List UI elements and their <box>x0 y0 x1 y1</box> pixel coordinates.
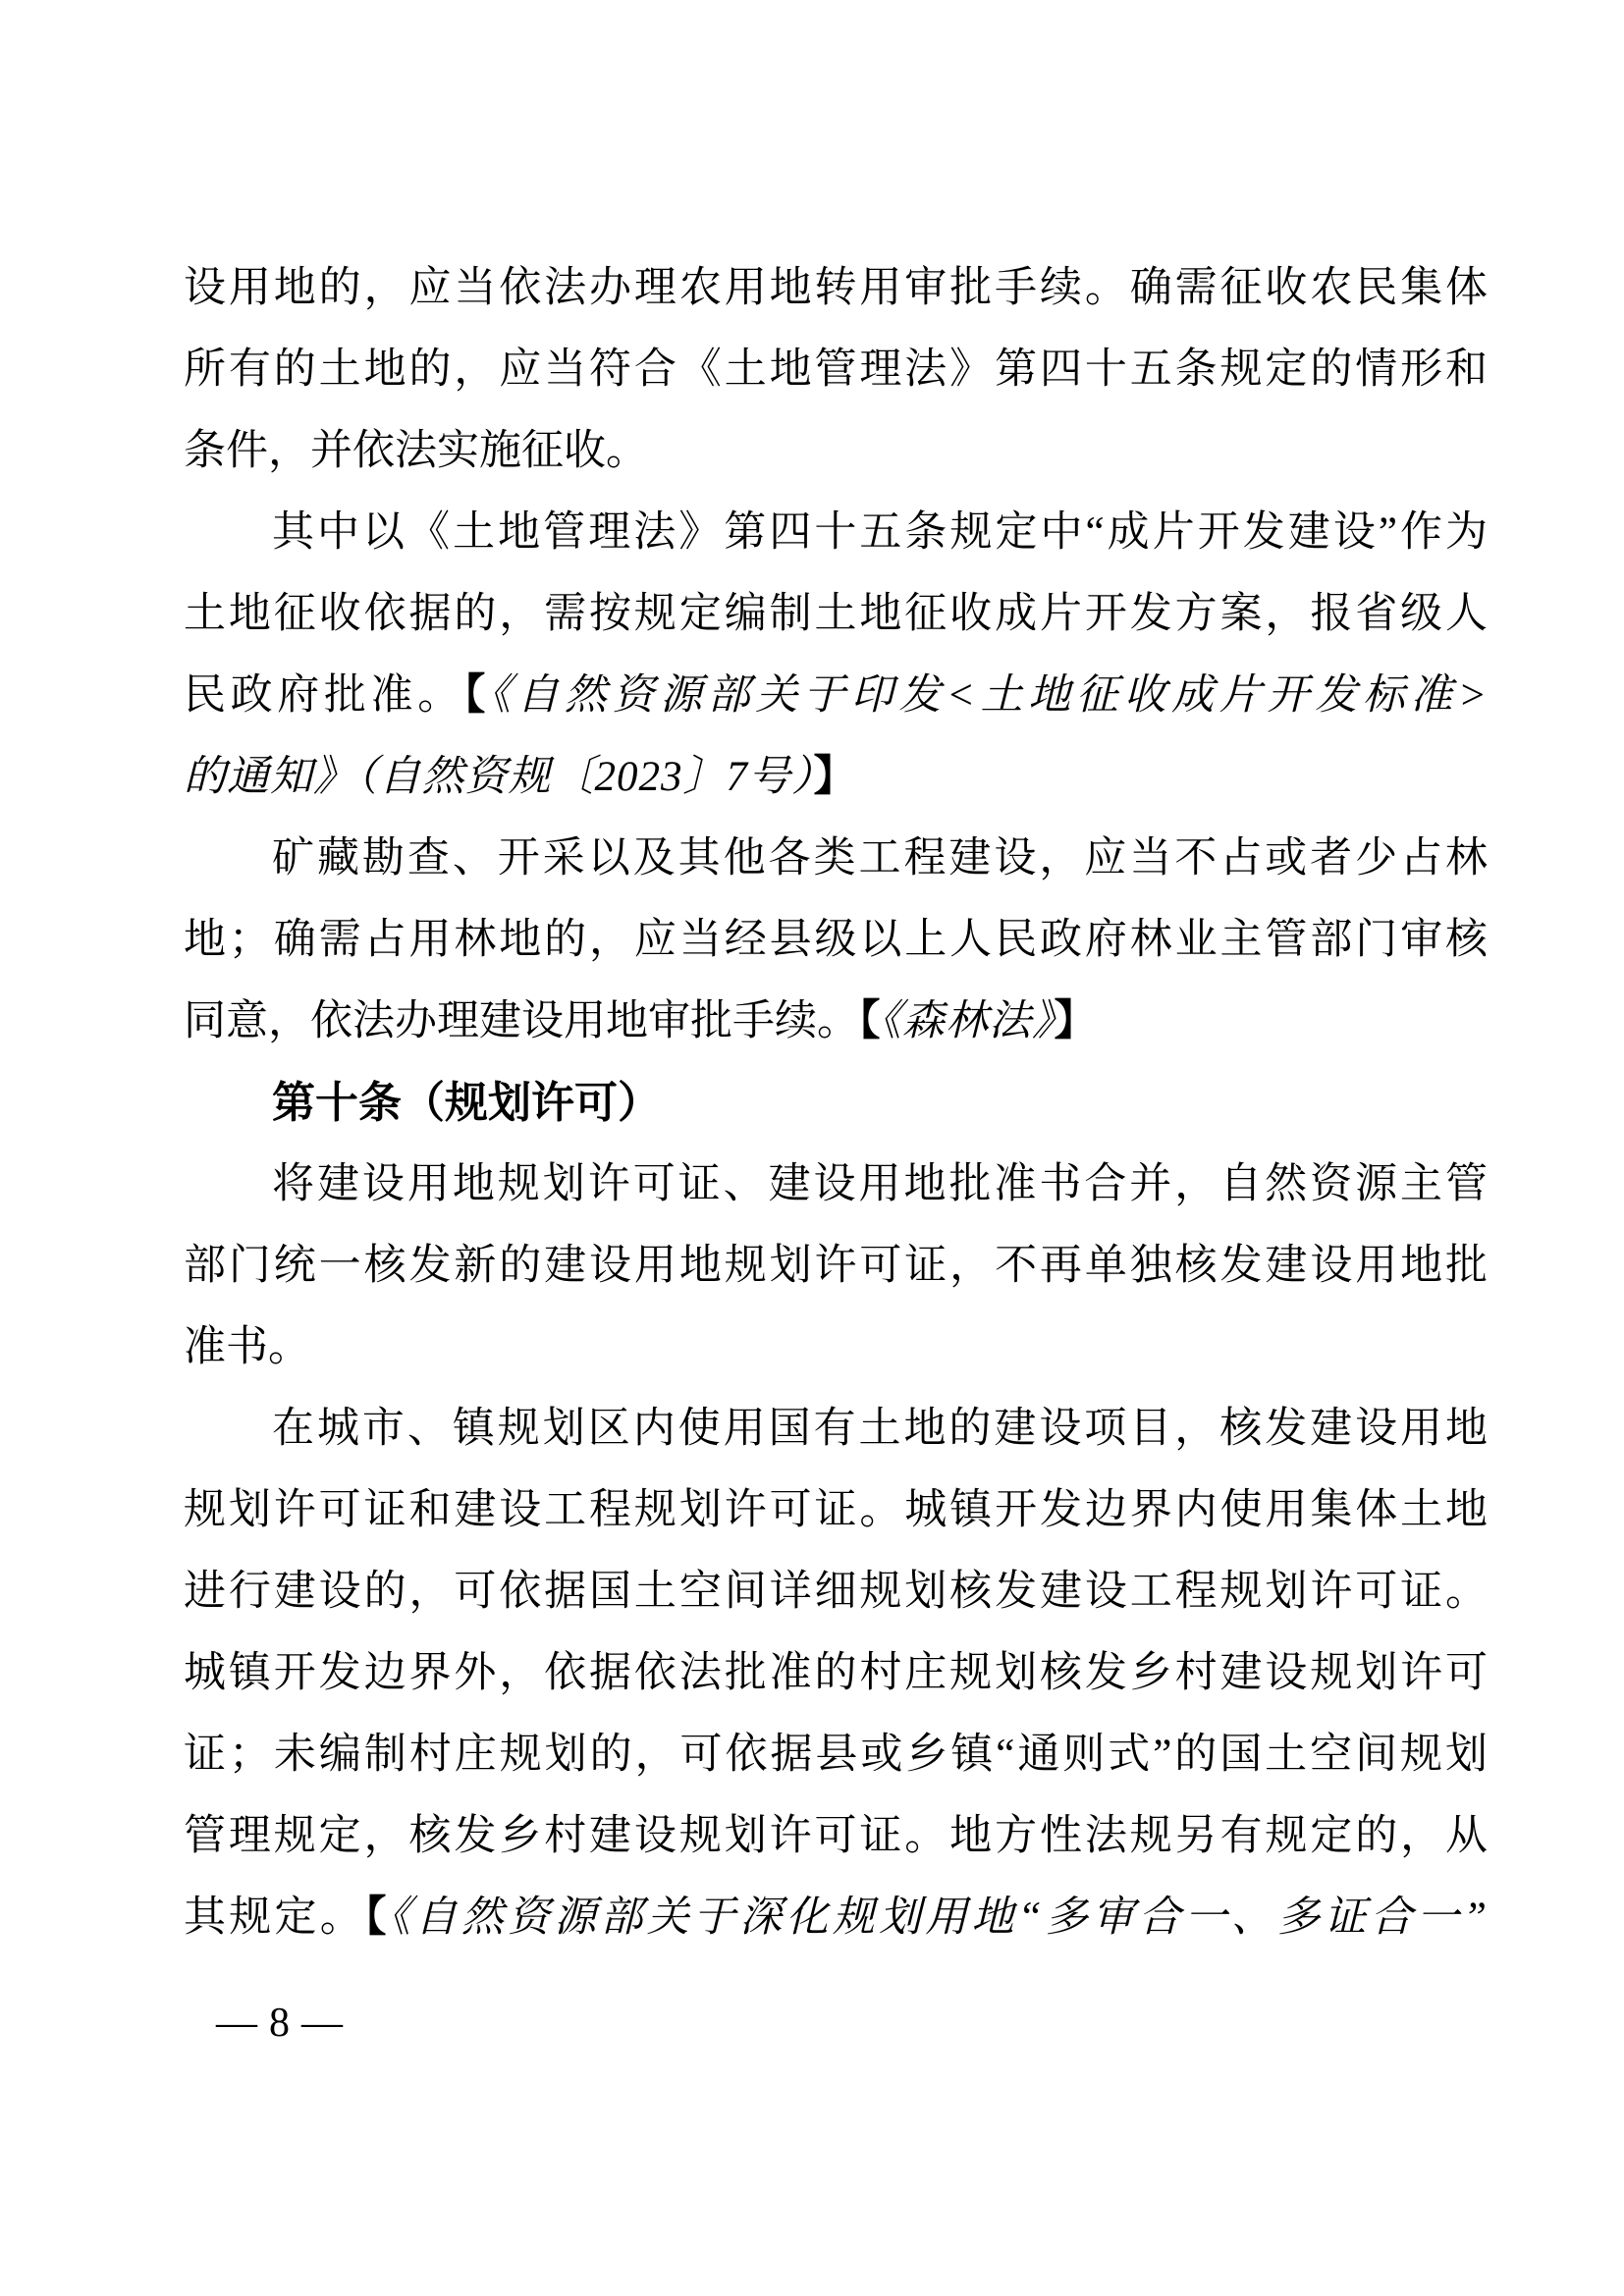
body-text: 地；确需占用林地的，应当经县级以上人民政府林业主管部门审核 <box>184 917 1488 963</box>
footer-left-dash: — <box>216 2001 257 2046</box>
text-line-8 <box>184 818 1488 899</box>
citation-text: 的通知》（自然资规〔2023〕7号） <box>184 754 814 800</box>
citation-bracket: 【 <box>859 998 881 1044</box>
text-line-13 <box>184 1225 1488 1307</box>
text-line-19 <box>184 1714 1488 1795</box>
text-line-1 <box>184 247 1488 329</box>
body-text: 证；未编制村庄规划的，可依据县或乡镇“通则式”的国土空间规划 <box>184 1732 1488 1778</box>
document-body <box>184 247 1488 1958</box>
citation-bracket: 】 <box>1054 998 1097 1044</box>
citation-bracket: 】 <box>813 754 856 800</box>
body-text: 设用地的，应当依法办理农用地转用审批手续。确需征收农民集体 <box>184 265 1488 311</box>
text-line-15 <box>184 1388 1488 1469</box>
body-text: 其规定。 <box>184 1895 365 1941</box>
body-text: 同意，依法办理建设用地审批手续。 <box>184 998 859 1044</box>
citation-text: 《森林法》 <box>880 998 1055 1044</box>
text-line-12 <box>184 1144 1488 1225</box>
body-text: 所有的土地的，应当符合《土地管理法》第四十五条规定的情形和 <box>184 347 1488 393</box>
body-text: 进行建设的，可依据国土空间详细规划核发建设工程规划许可证。 <box>184 1569 1488 1615</box>
text-line-16 <box>184 1469 1488 1551</box>
text-line-21 <box>184 1877 1488 1958</box>
text-line-2 <box>184 329 1488 410</box>
text-line-18 <box>184 1632 1488 1714</box>
citation-bracket: 【 <box>463 672 491 719</box>
citation-bracket: 【 <box>365 1895 390 1941</box>
text-line-6 <box>184 655 1488 736</box>
text-line-7 <box>184 736 1488 818</box>
text-line-14 <box>184 1307 1488 1388</box>
body-text: 将建设用地规划许可证、建设用地批准书合并，自然资源主管 <box>272 1161 1488 1207</box>
body-text: 管理规定，核发乡村建设规划许可证。地方性法规另有规定的，从 <box>184 1813 1488 1859</box>
body-text: 准书。 <box>184 1324 310 1370</box>
text-line-9 <box>184 899 1488 981</box>
text-line-10 <box>184 981 1488 1062</box>
body-text: 规划许可证和建设工程规划许可证。城镇开发边界内使用集体土地 <box>184 1487 1488 1533</box>
page-footer <box>216 1999 343 2048</box>
body-text: 民政府批准。 <box>184 672 464 719</box>
citation-text: 《自然资源部关于印发<土地征收成片开发标准> <box>490 672 1488 719</box>
text-line-5 <box>184 573 1488 655</box>
text-line-11 <box>184 1062 1488 1144</box>
text-line-4 <box>184 492 1488 573</box>
body-text: 城镇开发边界外，依据依法批准的村庄规划核发乡村建设规划许可 <box>184 1650 1488 1696</box>
body-text: 部门统一核发新的建设用地规划许可证，不再单独核发建设用地批 <box>184 1243 1488 1289</box>
body-text: 其中以《土地管理法》第四十五条规定中“成片开发建设”作为 <box>272 509 1488 556</box>
text-line-17 <box>184 1551 1488 1632</box>
body-text: 矿藏勘查、开采以及其他各类工程建设，应当不占或者少占林 <box>272 835 1488 881</box>
footer-right-dash: — <box>301 2001 343 2046</box>
body-text: 条件，并依法实施征收。 <box>184 428 648 474</box>
text-line-20 <box>184 1795 1488 1877</box>
text-line-3 <box>184 410 1488 492</box>
body-text: 在城市、镇规划区内使用国有土地的建设项目，核发建设用地 <box>272 1406 1488 1452</box>
body-text: 土地征收依据的，需按规定编制土地征收成片开发方案，报省级人 <box>184 591 1488 637</box>
page-number: 8 <box>269 2001 290 2046</box>
body-text: 第十条（规划许可） <box>272 1079 661 1127</box>
citation-text: 《自然资源部关于深化规划用地“多审合一、多证合一” <box>389 1895 1488 1941</box>
